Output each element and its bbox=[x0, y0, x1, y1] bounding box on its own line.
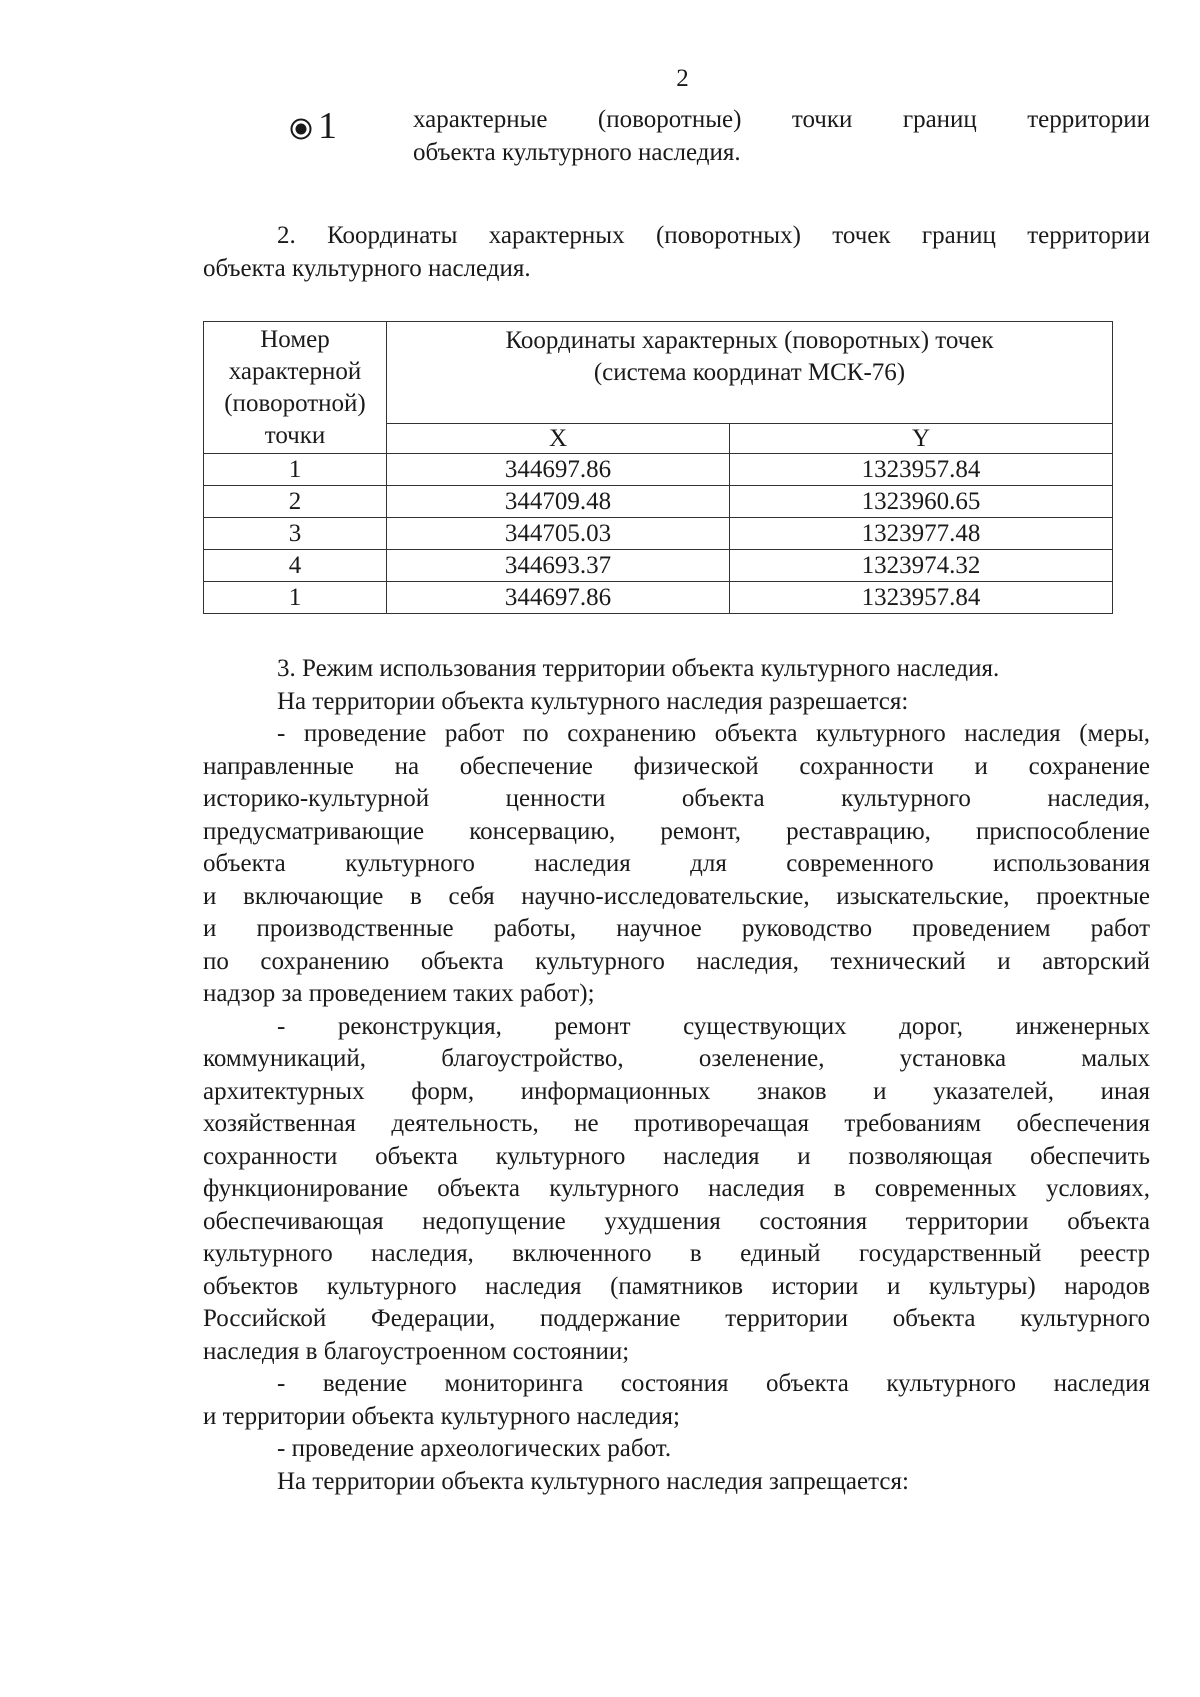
text-line: и включающие в себя научно-исследовательские, изыскательские, проектные bbox=[203, 882, 1150, 910]
cell-y: 1323957.84 bbox=[729, 582, 1112, 614]
text-line: надзор за проведением таких работ); bbox=[203, 980, 595, 1007]
allowed-item-4: - проведение археологических работ. bbox=[277, 1435, 672, 1462]
text-line: направленные на обеспечение физической сохранности и сохранение bbox=[203, 752, 1150, 780]
header-text: Координаты характерных (поворотных) точек bbox=[505, 327, 994, 354]
page-number: 2 bbox=[676, 65, 689, 92]
cell-y: 1323957.84 bbox=[729, 454, 1112, 486]
text-line: коммуникаций, благоустройство, озеленение, установка малых bbox=[203, 1045, 1150, 1072]
section-2 bbox=[203, 220, 1150, 285]
text-line: обеспечивающая недопущение ухудшения состояния территории объекта bbox=[203, 1207, 1150, 1235]
header-coordinates bbox=[387, 322, 1113, 424]
text-line: - проведение работ по сохранению объекта культурного наследия (меры, bbox=[277, 720, 1150, 747]
table-row bbox=[204, 518, 1113, 550]
text-line: - ведение мониторинга состояния объекта культурного наследия bbox=[277, 1370, 1150, 1397]
legend-entry bbox=[290, 104, 1150, 174]
text-line: функционирование объекта культурного наследия в современных условиях, bbox=[203, 1175, 1150, 1202]
cell-point-number: 4 bbox=[204, 550, 387, 582]
section-3-heading: 3. Режим использования территории объекта культурного наследия. bbox=[277, 655, 1000, 682]
text-line: наследия в благоустроенном состоянии; bbox=[203, 1337, 630, 1365]
text-line: историко-культурной ценности объекта культурного наследия, bbox=[203, 785, 1150, 812]
table-row bbox=[204, 454, 1113, 486]
header-text: характерной bbox=[228, 358, 362, 385]
cell-y: 1323960.65 bbox=[729, 486, 1112, 518]
header-text: Номер bbox=[260, 326, 330, 353]
section-2-heading-line: объекта культурного наследия. bbox=[203, 254, 531, 282]
allowed-item-2 bbox=[203, 1011, 1150, 1369]
header-y: Y bbox=[729, 424, 1112, 454]
section-3 bbox=[203, 653, 1150, 1498]
header-text: точки bbox=[264, 422, 326, 449]
text-line: по сохранению объекта культурного наследия, технический и авторский bbox=[203, 947, 1150, 975]
legend-symbol-number: 1 bbox=[318, 105, 337, 147]
text-line: и территории объекта культурного наследия; bbox=[203, 1402, 680, 1430]
section-2-heading-line: 2. Координаты характерных (поворотных) точек границ территории bbox=[277, 222, 1150, 249]
cell-point-number: 1 bbox=[204, 582, 387, 614]
allowed-item-1 bbox=[203, 718, 1150, 1011]
text-line: предусматривающие консервацию, ремонт, реставрацию, приспособление bbox=[203, 817, 1150, 845]
allowed-item-3 bbox=[203, 1368, 1150, 1433]
table-row bbox=[204, 550, 1113, 582]
header-text: (система координат МСК-76) bbox=[593, 359, 906, 386]
header-text: (поворотной) bbox=[224, 390, 366, 417]
cell-x: 344705.03 bbox=[387, 518, 730, 550]
cell-point-number: 1 bbox=[204, 454, 387, 486]
header-point-number bbox=[204, 322, 387, 454]
legend-line: объекта культурного наследия. bbox=[413, 138, 741, 166]
text-line: сохранности объекта культурного наследия и позволяющая обеспечить bbox=[203, 1142, 1150, 1170]
cell-x: 344697.86 bbox=[387, 454, 730, 486]
legend-symbol bbox=[290, 106, 337, 146]
legend-description bbox=[413, 104, 1150, 169]
table-row bbox=[204, 582, 1113, 614]
cell-x: 344697.86 bbox=[387, 582, 730, 614]
text-line: объектов культурного наследия (памятников истории и культуры) народов bbox=[203, 1272, 1150, 1300]
table-header-row bbox=[204, 322, 1113, 424]
legend-line: характерные (поворотные) точки границ территории bbox=[413, 106, 1150, 133]
cell-x: 344709.48 bbox=[387, 486, 730, 518]
header-x: X bbox=[387, 424, 730, 454]
text-line: объекта культурного наследия для современного использования bbox=[203, 850, 1150, 877]
table-row bbox=[204, 486, 1113, 518]
cell-y: 1323977.48 bbox=[729, 518, 1112, 550]
text-line: - реконструкция, ремонт существующих дорог, инженерных bbox=[277, 1012, 1150, 1040]
coordinates-table bbox=[203, 321, 1113, 614]
cell-point-number: 2 bbox=[204, 486, 387, 518]
text-line: Российской Федерации, поддержание территории объекта культурного bbox=[203, 1305, 1150, 1332]
cell-point-number: 3 bbox=[204, 518, 387, 550]
cell-y: 1323974.32 bbox=[729, 550, 1112, 582]
cell-x: 344693.37 bbox=[387, 550, 730, 582]
text-line: культурного наследия, включенного в единый государственный реестр bbox=[203, 1240, 1150, 1267]
forbidden-intro: На территории объекта культурного наследия запрещается: bbox=[277, 1467, 909, 1495]
text-line: хозяйственная деятельность, не противоречащая требованиям обеспечения bbox=[203, 1110, 1150, 1137]
boundary-point-icon bbox=[290, 118, 312, 140]
text-line: архитектурных форм, информационных знаков и указателей, иная bbox=[203, 1077, 1150, 1105]
allowed-intro: На территории объекта культурного наследия разрешается: bbox=[277, 687, 909, 715]
text-line: и производственные работы, научное руководство проведением работ bbox=[203, 915, 1150, 942]
